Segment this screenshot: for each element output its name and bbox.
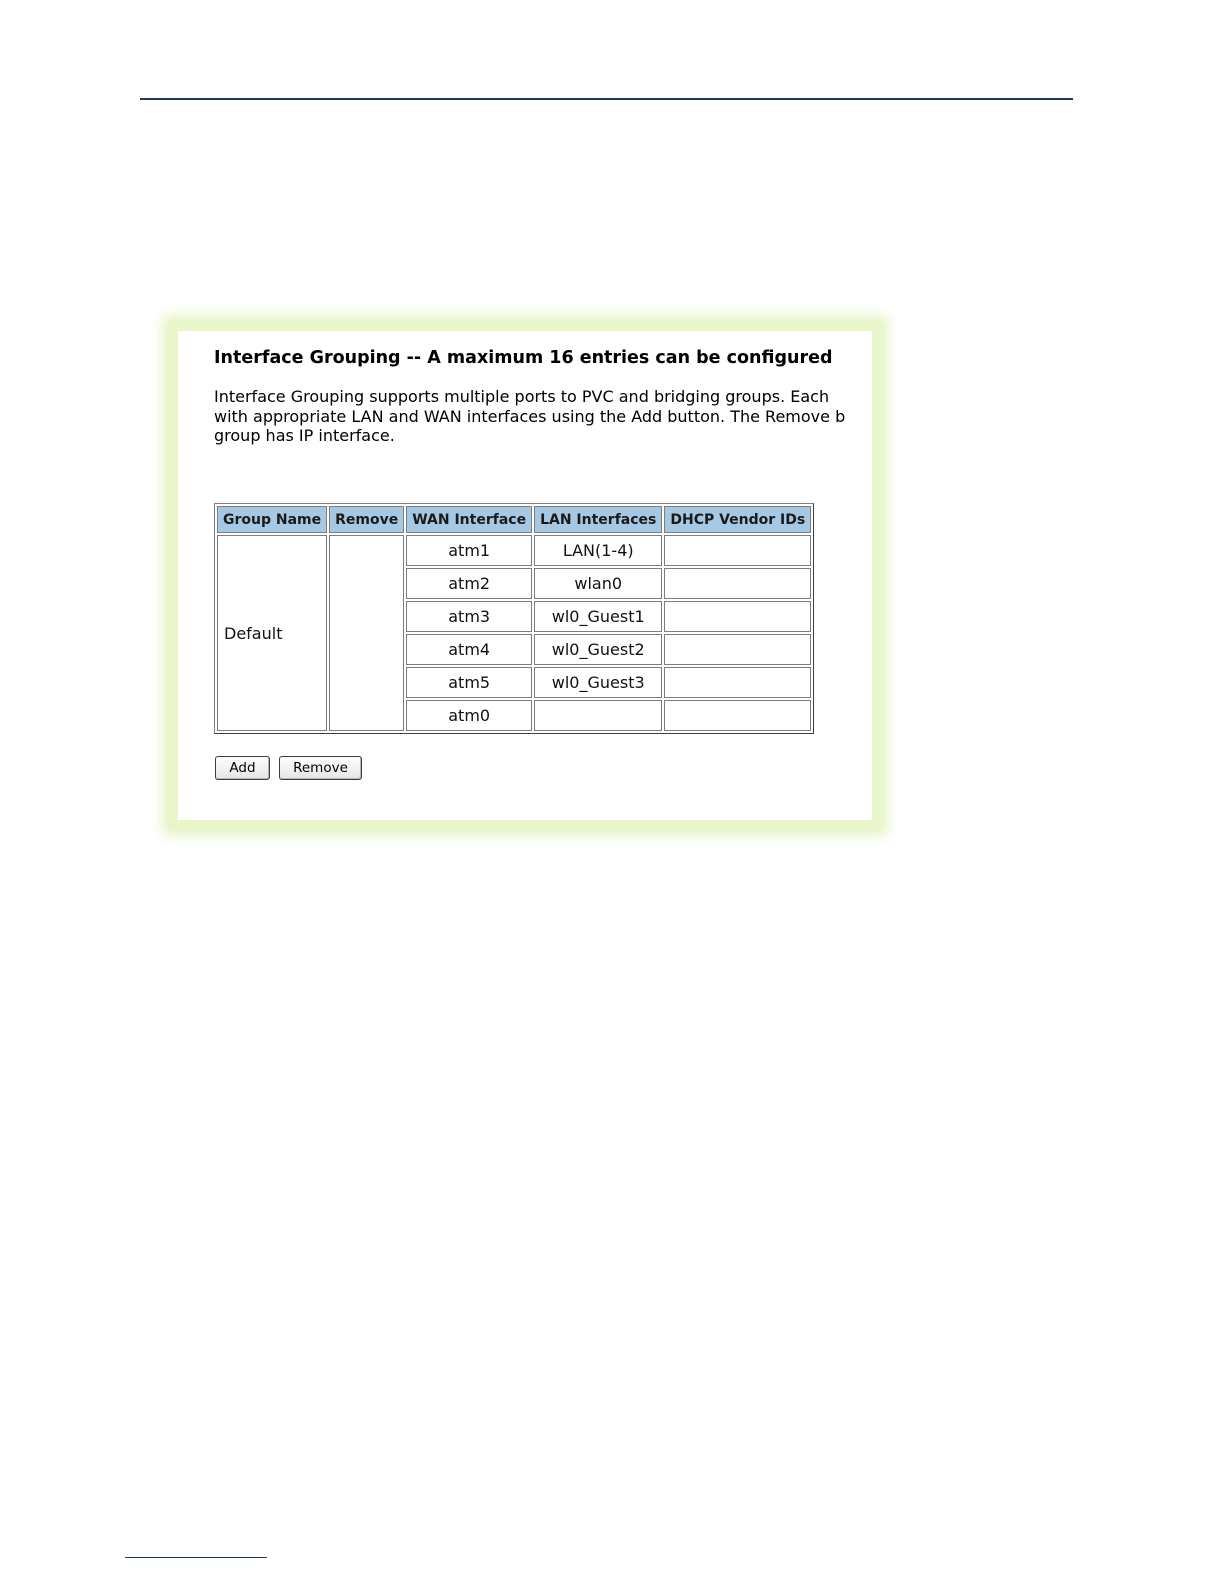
wan-interface-cell: atm0: [406, 700, 532, 731]
lan-interfaces-cell: wl0_Guest3: [534, 667, 662, 698]
header-dhcp-vendor-ids: DHCP Vendor IDs: [664, 506, 811, 533]
header-lan-interfaces: LAN Interfaces: [534, 506, 662, 533]
dhcp-vendor-ids-cell: [664, 568, 811, 599]
lan-interfaces-cell: [534, 700, 662, 731]
page-title: Interface Grouping -- A maximum 16 entries can be configured: [214, 348, 833, 368]
dhcp-vendor-ids-cell: [664, 667, 811, 698]
description-line: with appropriate LAN and WAN interfaces using the Add button. The Remove b: [214, 406, 846, 426]
wan-interface-cell: atm1: [406, 535, 532, 566]
lan-interfaces-cell: wlan0: [534, 568, 662, 599]
wan-interface-cell: atm2: [406, 568, 532, 599]
description-line: Interface Grouping supports multiple ports to PVC and bridging groups. Each: [214, 387, 830, 406]
header-wan-interface: WAN Interface: [406, 506, 532, 533]
footnote-rule: [125, 1557, 267, 1558]
wan-interface-cell: atm4: [406, 634, 532, 665]
dhcp-vendor-ids-cell: [664, 601, 811, 632]
wan-interface-cell: atm3: [406, 601, 532, 632]
remove-cell: [329, 535, 404, 731]
dhcp-vendor-ids-cell: [664, 535, 811, 566]
lan-interfaces-cell: wl0_Guest2: [534, 634, 662, 665]
description-line: group has IP interface.: [214, 426, 395, 445]
table-row: [217, 535, 811, 566]
page-description: [214, 387, 872, 446]
table-header-row: [217, 506, 811, 533]
header-group-name: Group Name: [217, 506, 327, 533]
lan-interfaces-cell: LAN(1-4): [534, 535, 662, 566]
dhcp-vendor-ids-cell: [664, 634, 811, 665]
interface-grouping-panel: [178, 331, 872, 820]
page-header-rule: [140, 98, 1073, 100]
group-name-cell: Default: [217, 535, 327, 731]
lan-interfaces-cell: wl0_Guest1: [534, 601, 662, 632]
remove-button[interactable]: Remove: [279, 756, 362, 780]
dhcp-vendor-ids-cell: [664, 700, 811, 731]
header-remove: Remove: [329, 506, 404, 533]
interface-group-table: [214, 503, 814, 734]
add-button[interactable]: Add: [215, 756, 270, 780]
wan-interface-cell: atm5: [406, 667, 532, 698]
